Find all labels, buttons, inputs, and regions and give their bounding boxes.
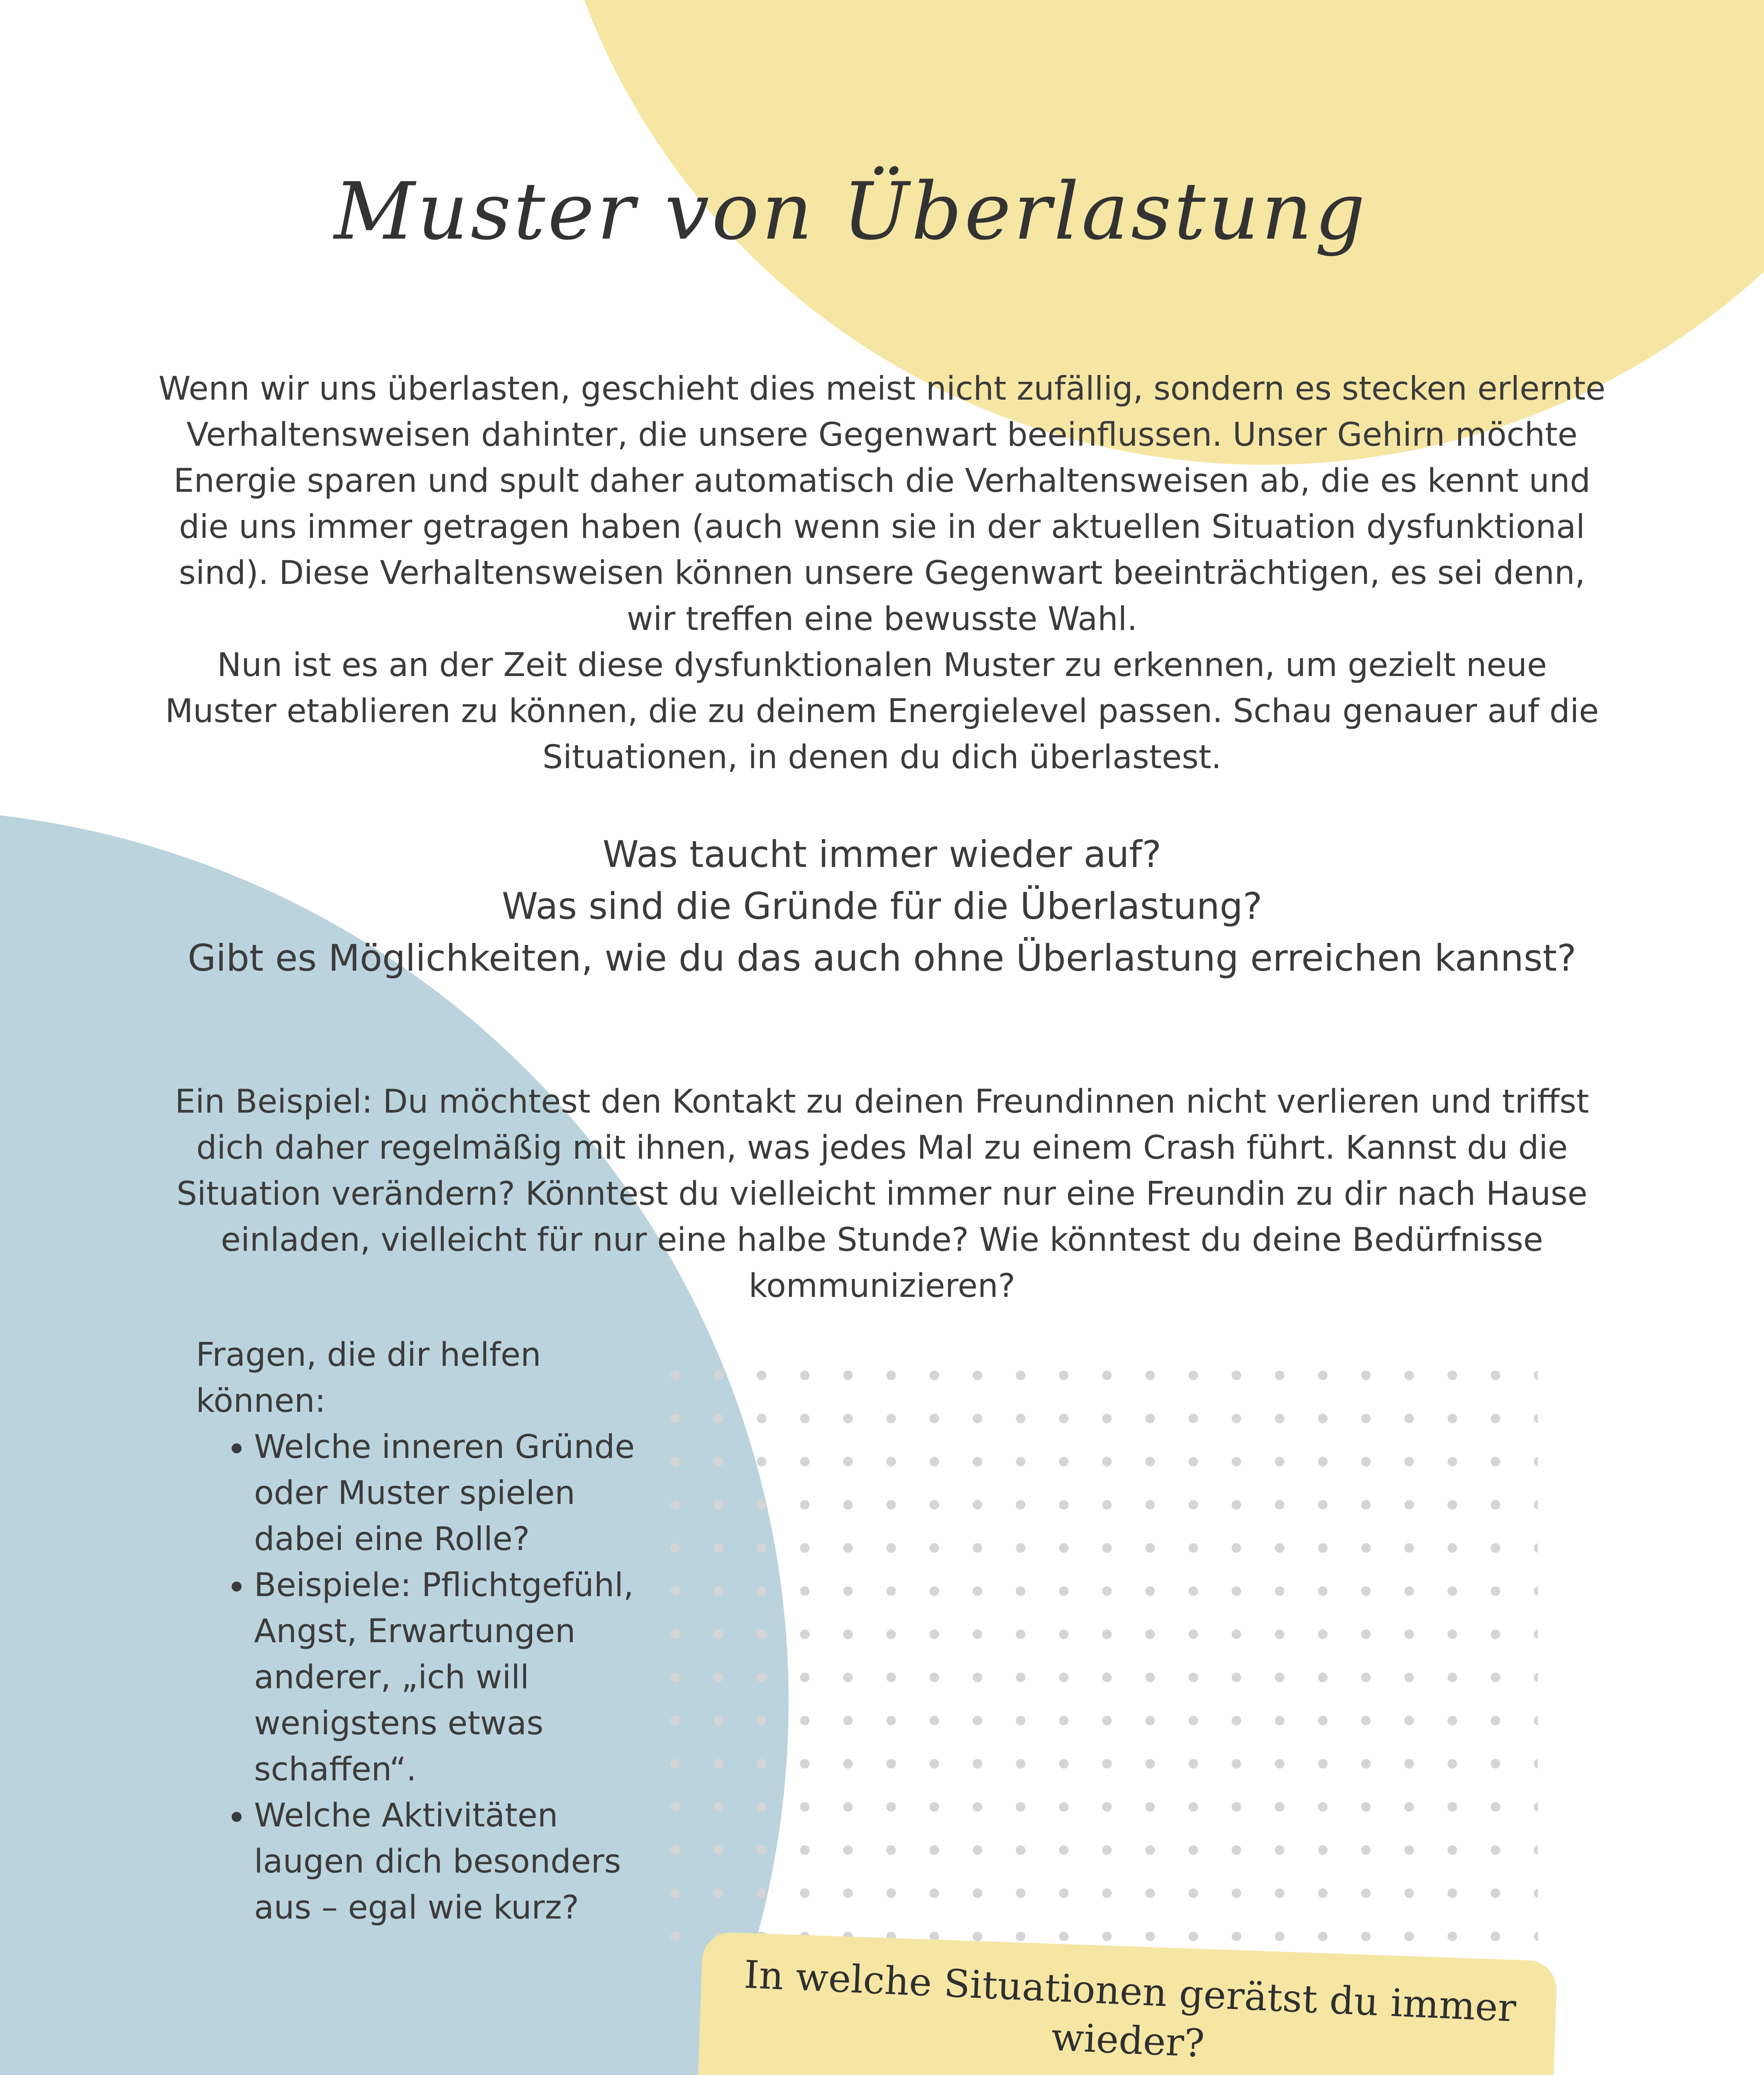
helper-questions xyxy=(196,1332,673,1931)
helper-questions-list xyxy=(196,1424,673,1931)
question-2: Was sind die Gründe für die Überlastung? xyxy=(501,885,1263,928)
intro-paragraph-2: Nun ist es an der Zeit diese dysfunktionalen Muster zu erkennen, um gezielt neue Muster etablieren zu können, die zu deinem Energielevel passen. Schau genauer auf die Situationen, in denen du dich überlastest. xyxy=(165,647,1599,776)
dotted-writing-area[interactable] xyxy=(654,1354,1538,1943)
list-item: • Welche inneren Gründe oder Muster spielen dabei eine Rolle? xyxy=(254,1424,673,1562)
example-text: Ein Beispiel: Du möchtest den Kontakt zu deinen Freundinnen nicht verlieren und triffst dich daher regelmäßig mit ihnen, was jedes Mal zu einem Crash führt. Kannst du die Situation verändern? Könntest du vielleicht immer nur eine Freundin zu dir nach Hause einladen, vielleicht für nur eine halbe Stunde? Wie könntest du deine Bedürfnisse kommunizieren? xyxy=(175,1083,1589,1305)
intro-paragraph-1: Wenn wir uns überlasten, geschieht dies meist nicht zufällig, sondern es stecken erlernte Verhaltensweisen dahinter, die unsere Gegenwart beeinflussen. Unser Gehirn möchte Energie sparen und spult daher automatisch die Verhaltensweisen ab, die es kennt und die uns immer getragen haben (auch wenn sie in der aktuellen Situation dysfunktional sind). Diese Verhaltensweisen können unsere Gegenwart beeinträchtigen, es sei denn, wir treffen eine bewusste Wahl. xyxy=(158,370,1606,638)
prompt-banner-text: In welche Situationen gerätst du immer wieder? xyxy=(743,1952,1517,2066)
page-title: Muster von Überlastung xyxy=(334,166,1368,257)
reflection-questions xyxy=(158,828,1606,984)
question-1: Was taucht immer wieder auf? xyxy=(602,833,1162,876)
list-item: • Beispiele: Pflichtgefühl, Angst, Erwartungen anderer, „ich will wenigstens etwas schaffen“. xyxy=(254,1562,673,1793)
question-3: Gibt es Möglichkeiten, wie du das auch ohne Überlastung erreichen kannst? xyxy=(188,937,1576,979)
list-item: • Welche Aktivitäten laugen dich besonders aus – egal wie kurz? xyxy=(254,1793,673,1931)
intro-text xyxy=(158,366,1606,781)
helper-questions-title: Fragen, die dir helfen können: xyxy=(196,1336,541,1420)
